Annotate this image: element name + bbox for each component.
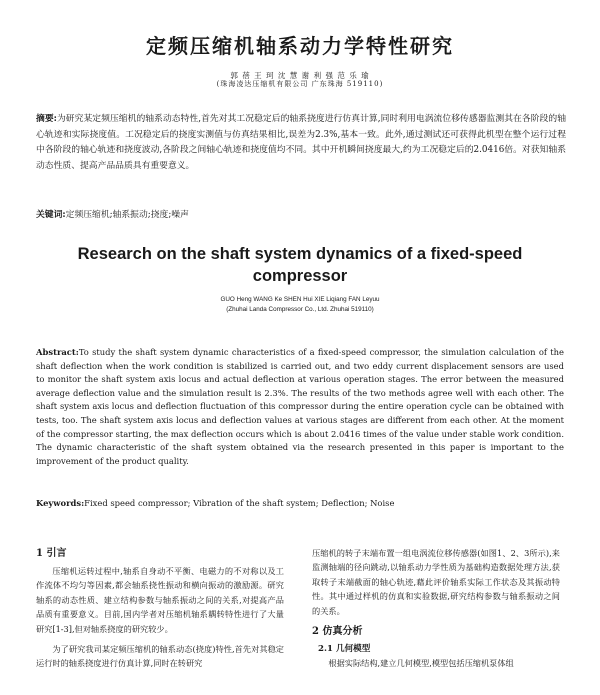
english-abstract [36,346,564,468]
english-abstract-text: To study the shaft system dynamic characteristics of a fixed-speed compressor, the simulation calculation of the shaft deflection when the work condition is stabilized is carried out, and two eddy current displacement sensors are used to monitor the shaft system axis locus and actual deflection at various operation stages. The error between the measured average deflection value and the simulation result is 2.3%. The results of the two methods agree well with each other. The shaft system axis locus and deflection fluctuation of this compressor during the entire operation cycle can be obtained with tests, too. The shaft system axis locus and deflection values at various stages are different from each other. At the moment of the compressor starting, the max deflection occurs which is about 2.0416 times of the value under stable work condition. The dynamic characteristic of the shaft system obtained via the research presented in this paper is important to the improvement of the product quality. [36,347,564,466]
english-keywords-text: Fixed speed compressor; Vibration of the shaft system; Deflection; Noise [84,498,395,508]
english-abstract-label: Abstract: [36,347,79,357]
section-2-heading: 2 仿真分析 [312,626,363,638]
chinese-abstract-label: 摘要: [36,114,57,124]
body-right-column [312,546,560,670]
english-keywords [36,497,564,510]
english-affiliation: (Zhuhai Landa Compressor Co., Ltd. Zhuhai 519110) [226,306,374,313]
right-column-paragraph-1: 压缩机的转子末端布置一组电涡流位移传感器(如图1、2、3所示),来监测轴端的径向跳动,以轴系动力学性质为基础构造数据处理方法,获取转子末端截面的轴心轨迹,藉此评价轴系实际工作状态及其振动特性。其中通过样机的仿真和实验数据,研究结构参数与轴系振动之间的关系。 [312,548,560,616]
english-keywords-label: Keywords: [36,498,85,508]
chinese-abstract-text: 为研究某定频压缩机的轴系动态特性,首先对其工况稳定后的轴系挠度进行仿真计算,同时利用电涡流位移传感器监测其在各阶段的轴心轨迹和实际挠度值。工况稳定后的挠度实测值与仿真结果相比,误差为2.3%,基本一致。此外,通过测试还可获得此机型在整个运行过程中各阶段的轴心轨迹和挠度波动,各阶段之间轴心轨迹和挠度值均不同。其中开机瞬间挠度最大,约为工况稳定后的2.0416倍。对获知轴系动态性质、提高产品品质具有重要意义。 [36,114,566,171]
section-1-heading: 1 引言 [36,548,67,559]
section-1-paragraph-1: 压缩机运转过程中,轴系自身动不平衡、电磁力的不对称以及工作流体不均匀等因素,都会轴系挠性振动和横向振动的激励源。研究轴系的动态性质、建立结构参数与轴系振动之间的关系,对提高产品品质有重要意义。目前,国内学者对压缩机轴系耦转特性进行了大量研究[1-3],但对轴系挠度的研究较少。 [36,566,284,634]
chinese-keywords-label: 关键词: [36,210,66,220]
body-left-column [36,546,284,671]
chinese-title: 定频压缩机轴系动力学特性研究 [146,34,454,58]
chinese-authors: 郭 蓓 王 珂 沈 慧 谢 利 强 范 乐 瑜 [230,71,370,80]
chinese-keywords [36,208,566,222]
chinese-abstract [36,112,566,174]
english-title: Research on the shaft system dynamics of a fixed-speed compressor [77,245,523,285]
section-2-1-paragraph-1: 根据实际结构,建立几何模型,模型包括压缩机泵体组 [328,658,514,669]
english-authors: GUO Heng WANG Ke SHEN Hui XIE Liqiang FAN Leyuu [220,296,380,303]
chinese-affiliation: (珠海凌达压缩机有限公司 广东珠海 519110) [216,80,384,88]
chinese-keywords-text: 定频压缩机;轴系振动;挠度;噪声 [65,210,189,220]
section-2-1-heading: 2.1 几何模型 [318,644,371,655]
section-1-paragraph-2: 为了研究我司某定频压缩机的轴系动态(挠度)特性,首先对其稳定运行时的轴系挠度进行仿真计算,同时在转研究 [36,644,284,669]
